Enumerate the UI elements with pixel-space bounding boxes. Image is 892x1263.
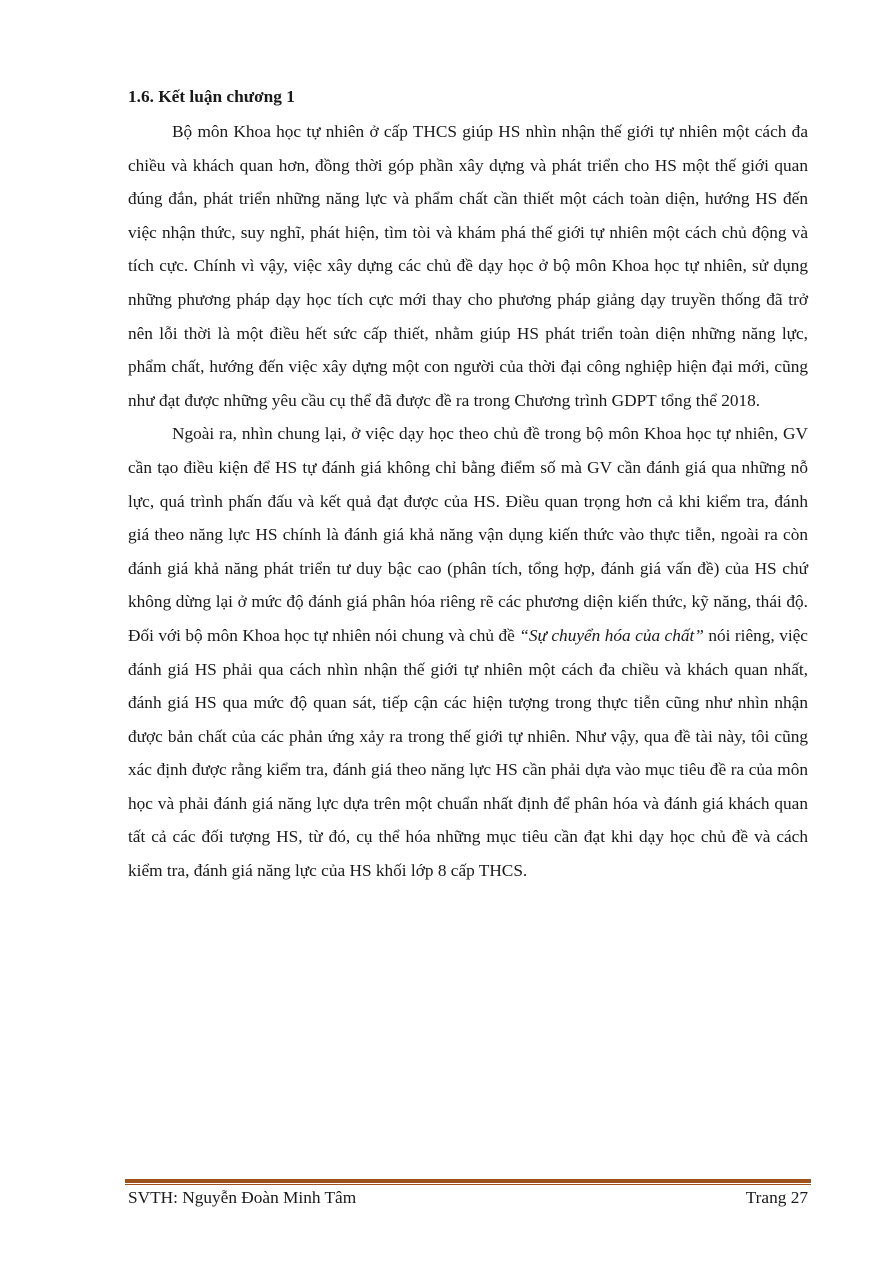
topic-title-italic: “Sự chuyển hóa của chất”: [519, 625, 704, 645]
section-heading: 1.6. Kết luận chương 1: [128, 87, 295, 106]
paragraph-1: Bộ môn Khoa học tự nhiên ở cấp THCS giúp HS nhìn nhận thế giới tự nhiên một cách đa chiều và khách quan hơn, đồng thời góp phần xây dựng và phát triển cho HS một thế giới quan đúng đắn, phát triển những năng lực và phẩm chất cần thiết một cách toàn diện, hướng HS đến việc nhận thức, suy nghĩ, phát hiện, tìm tòi và khám phá thế giới tự nhiên một cách chủ động và tích cực. Chính vì vậy, việc xây dựng các chủ đề dạy học ở bộ môn Khoa học tự nhiên, sử dụng những phương pháp dạy học tích cực mới thay cho phương pháp giảng dạy truyền thống đã trở nên lỗi thời là một điều hết sức cấp thiết, nhằm giúp HS phát triển toàn diện những năng lực, phẩm chất, hướng đến việc xây dựng một con người của thời đại công nghiệp hiện đại mới, cũng như đạt được những yêu cầu cụ thể đã được đề ra trong Chương trình GDPT tổng thể 2018.: [128, 122, 808, 410]
footer-author: SVTH: Nguyễn Đoàn Minh Tâm: [128, 1188, 357, 1207]
page-body: [128, 86, 808, 888]
footer-rule-thin: [125, 1184, 811, 1185]
page-footer: [128, 1187, 808, 1209]
paragraph-2-text-before: Ngoài ra, nhìn chung lại, ở việc dạy học theo chủ đề trong bộ môn Khoa học tự nhiên, GV cần tạo điều kiện để HS tự đánh giá không chỉ bằng điểm số mà GV cần đánh giá qua những nỗ lực, quá trình phấn đấu và kết quả đạt được của HS. Điều quan trọng hơn cả khi kiểm tra, đánh giá theo năng lực HS chính là đánh giá khả năng vận dụng kiến thức vào thực tiễn, ngoài ra còn đánh giá khả năng phát triển tư duy bậc cao (phân tích, tổng hợp, đánh giá vấn đề) của HS chứ không dừng lại ở mức độ đánh giá phân hóa riêng rẽ các phương diện kiến thức, kỹ năng, thái độ. Đối với bộ môn Khoa học tự nhiên nói chung và chủ đề: [128, 424, 808, 645]
footer-page-number: Trang 27: [745, 1188, 808, 1207]
footer-rule: [125, 1179, 811, 1185]
footer-rule-thick: [125, 1179, 811, 1183]
paragraph-2-text-after: nói riêng, việc đánh giá HS phải qua cách nhìn nhận thế giới tự nhiên một cách đa chiều và khách quan nhất, đánh giá HS qua mức độ quan sát, tiếp cận các hiện tượng trong thực tiễn cũng như nhìn nhận được bản chất của các phản ứng xảy ra trong thế giới tự nhiên. Như vậy, qua đề tài này, tôi cũng xác định được rằng kiểm tra, đánh giá theo năng lực HS cần phải dựa vào mục tiêu đề ra của môn học và phải đánh giá năng lực dựa trên một chuẩn nhất định để phân hóa và đánh giá khách quan tất cả các đối tượng HS, từ đó, cụ thể hóa những mục tiêu cần đạt khi dạy học chủ đề và cách kiểm tra, đánh giá năng lực của HS khối lớp 8 cấp THCS.: [128, 625, 808, 881]
paragraph-2: [128, 417, 808, 887]
